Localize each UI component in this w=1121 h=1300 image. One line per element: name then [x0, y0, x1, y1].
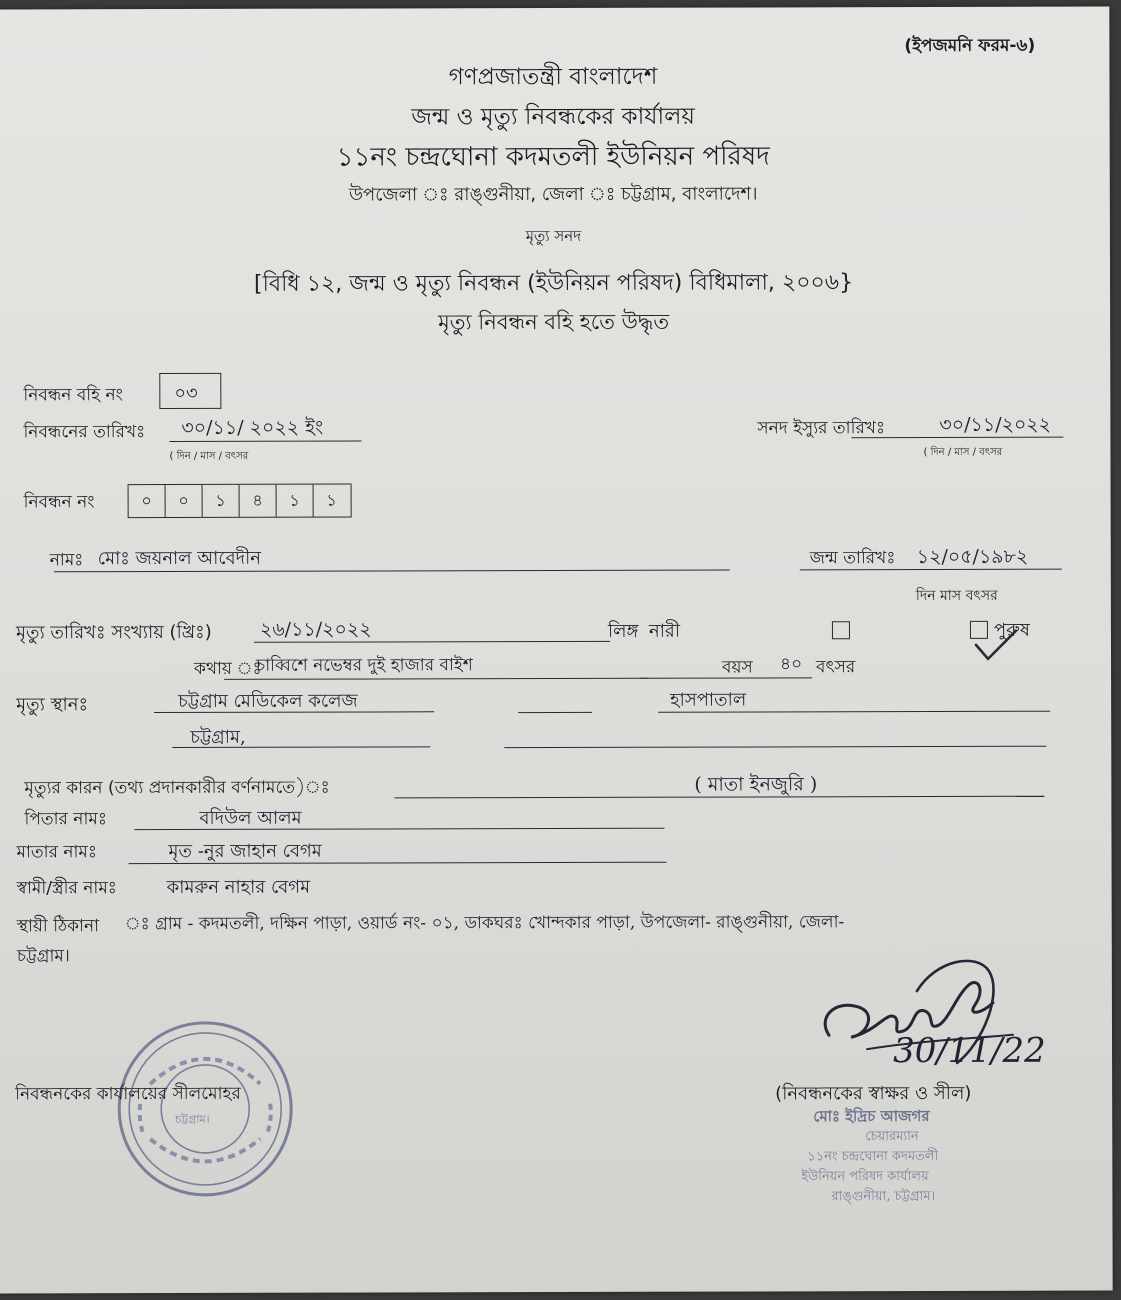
death-place-line1-right: হাসপাতাল: [670, 689, 747, 711]
death-cause-value: ( মাতা ইনজুরি ): [694, 773, 818, 796]
stamp-place: রাঙ্গুনীয়া, চট্টগ্রাম।: [831, 1189, 936, 1205]
age-unit: বৎসর: [816, 657, 856, 678]
stamp-name: মোঃ ইদ্রিচ আজগর: [813, 1107, 930, 1126]
form-code: (ইপজমনি ফরম-৬): [904, 35, 1036, 57]
stamp-union: ১১নং চন্দ্রঘোনা কদমতলী: [807, 1148, 939, 1165]
signature-date: 30/11/22: [892, 1030, 1046, 1072]
office-seal-center: চট্টগ্রাম।: [175, 1112, 210, 1126]
doc-type-heading: মৃত্যু সনদ: [525, 226, 582, 246]
birth-date-label: জন্ম তারিখঃ: [809, 548, 896, 569]
registration-no-label: নিবন্ধন নং: [23, 492, 95, 513]
death-place-line2: চট্টগ্রাম,: [190, 726, 246, 748]
registration-date-label: নিবন্ধনের তারিখঃ: [23, 422, 146, 443]
permanent-address-line1: ঃ গ্রাম - কদমতলী, দক্ষিন পাড়া, ওয়ার্ড নং- ০১, ডাকঘরঃ খোন্দকার পাড়া, উপজেলা- রাঙ্গুনীয়া, জেলা-: [124, 912, 845, 935]
death-place-underline-4: [172, 746, 430, 748]
register-book-value: ০৩: [174, 382, 198, 404]
father-label: পিতার নামঃ: [24, 809, 107, 830]
gender-male-label: পুরুষ: [993, 619, 1030, 641]
issue-date-label: সনদ ইস্যুর তারিখঃ: [757, 418, 886, 439]
birth-date-hint: দিন মাস বৎসর: [915, 587, 998, 605]
issue-date-value: ৩০/১১/২০২২: [939, 413, 1052, 436]
register-book-label: নিবন্ধন বহি নং: [23, 385, 123, 406]
registration-date-hint: ( দিন / মাস / বৎসর: [169, 450, 249, 463]
death-cause-label: মৃত্যুর কারন (তথ্য প্রদানকারীর বর্ণনামতে)ঃ: [24, 777, 330, 799]
spouse-value: কামরুন নাহার বেগম: [166, 876, 311, 899]
gender-label: লিঙ্গ: [607, 620, 639, 642]
registration-no-digit: ৪: [240, 485, 277, 517]
gender-male-tick-icon: [972, 627, 1032, 667]
permanent-address-line2: চট্টগ্রাম।: [16, 946, 70, 967]
father-value: বদিউল আলম: [199, 807, 302, 829]
father-underline: [134, 828, 664, 830]
address-heading: উপজেলা ঃ রাঙ্গুনীয়া, জেলা ঃ চট্টগ্রাম, বাংলাদেশ।: [348, 183, 758, 206]
register-book-box: [159, 373, 221, 409]
death-place-underline-3: [658, 711, 1050, 713]
death-place-label: মৃত্যু স্থানঃ: [16, 694, 89, 716]
mother-underline: [129, 862, 667, 864]
death-date-underline: [254, 641, 610, 643]
permanent-address-label: স্থায়ী ঠিকানা: [16, 916, 100, 937]
registration-no-digit: ১: [326, 490, 337, 510]
registration-no-digit: ০: [129, 485, 166, 517]
registration-date-value: ৩০/১১/ ২০২২ ইং: [181, 416, 324, 439]
country-heading: গণপ্রজাতন্ত্রী বাংলাদেশ: [448, 63, 658, 91]
death-place-underline-2: [518, 712, 592, 713]
certificate-paper: [0, 7, 1113, 1294]
mother-value: মৃত -নুর জাহান বেগম: [168, 840, 322, 863]
spouse-label: স্বামী/স্ত্রীর নামঃ: [16, 878, 117, 899]
stamp-title: চেয়ারম্যান: [865, 1129, 919, 1145]
registration-no-box: [128, 484, 352, 519]
registration-no-digit: ০: [166, 485, 203, 517]
stamp-office: ইউনিয়ন পরিষদ কার্যালয়: [801, 1169, 929, 1185]
extract-heading: মৃত্যু নিবন্ধন বহি হতে উদ্ধৃত: [438, 309, 670, 335]
death-words-label: কথায় ঃ: [194, 658, 262, 679]
gender-female-label: নারী: [648, 620, 680, 642]
birth-date-value: ১২/০৫/১৯৮২: [916, 545, 1029, 569]
issue-date-hint: ( দিন / মাস / বৎসর: [923, 446, 1003, 459]
union-heading: ১১নং চন্দ্রঘোনা কদমতলী ইউনিয়ন পরিষদ: [336, 141, 770, 173]
name-value: মোঃ জয়নাল আবেদীন: [97, 547, 262, 570]
office-heading: জন্ম ও মৃত্যু নিবন্ধকের কার্যালয়: [411, 103, 695, 131]
gender-female-checkbox: [832, 621, 850, 639]
death-place-underline-5: [504, 746, 1046, 748]
age-label: বয়স: [722, 657, 753, 678]
registration-no-digit: ১: [277, 485, 314, 517]
rule-heading: [বিধি ১২, জন্ম ও মৃত্যু নিবন্ধন (ইউনিয়ন পরিষদ) বিধিমালা, ২০০৬}: [253, 270, 854, 297]
mother-label: মাতার নামঃ: [16, 842, 97, 863]
death-date-label: মৃত্যু তারিখঃ সংখ্যায় (খ্রিঃ): [15, 621, 212, 644]
name-label: নামঃ: [49, 550, 84, 571]
death-words-value: চাব্বিশে নভেম্বর দুই হাজার বাইশ: [256, 655, 473, 676]
death-date-value: ২৬/১১/২০২২: [259, 618, 372, 641]
office-seal-label: নিবন্ধনকের কার্যালয়ের সীলমোহর: [15, 1083, 241, 1105]
registration-no-digit: ১: [203, 485, 240, 517]
registrar-label: (নিবন্ধনকের স্বাক্ষর ও সীল): [775, 1082, 972, 1105]
death-place-line1: চট্টগ্রাম মেডিকেল কলেজ: [178, 690, 358, 712]
age-value: ৪০: [780, 654, 803, 675]
